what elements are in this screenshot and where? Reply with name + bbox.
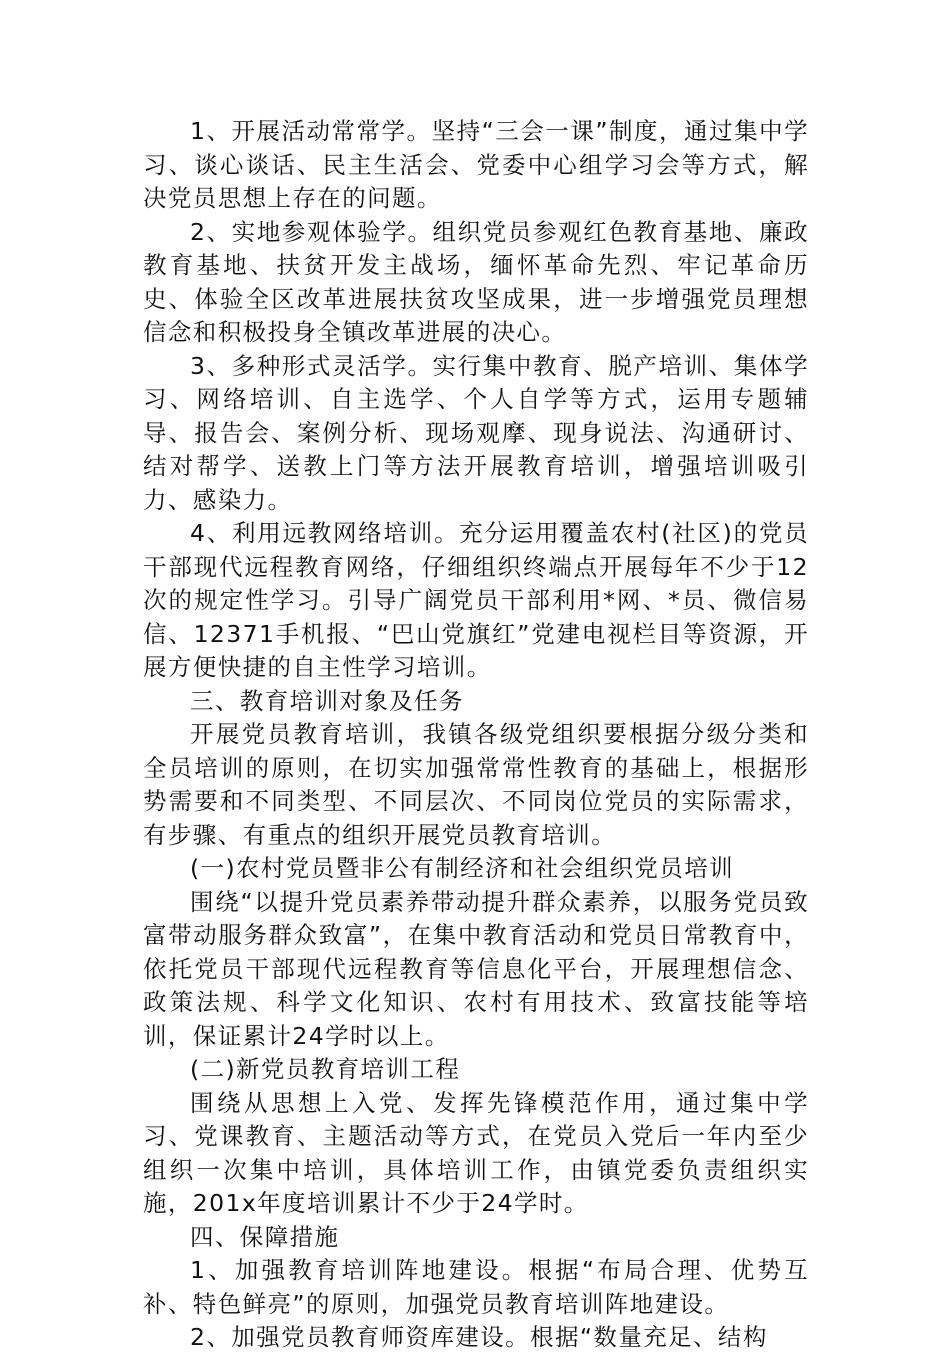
paragraph-1: 1、开展活动常常学。坚持“三会一课”制度，通过集中学习、谈心谈话、民主生活会、党委中心组学习会等方式，解决党员思想上存在的问题。 [143,117,809,212]
paragraph-5: 开展党员教育培训，我镇各级党组织要根据分级分类和全员培训的原则，在切实加强常常性教育的基础上，根据形势需要和不同类型、不同层次、不同岗位党员的实际需求，有步骤、有重点的组织开展党员教育培训。 [143,720,809,849]
section-heading-3: 三、教育培训对象及任务 [190,686,464,715]
document-body [143,115,809,1355]
paragraph-7: 围绕从思想上入党、发挥先锋模范作用，通过集中学习、党课教育、主题活动等方式，在党员入党后一年内至少组织一次集中培训，具体培训工作，由镇党委负责组织实施，201x年度培训累计不少于24学时。 [143,1088,809,1217]
paragraph-9: 2、加强党员教育师资库建设。根据“数量充足、结构 [190,1323,768,1351]
subsection-heading-2: (二)新党员教育培训工程 [190,1055,461,1083]
paragraph-6: 围绕“以提升党员素养带动提升群众素养，以服务党员致富带动服务群众致富”，在集中教育活动和党员日常教育中，依托党员干部现代远程教育等信息化平台，开展理想信念、政策法规、科学文化知识、农村有用技术、致富技能等培训，保证累计24学时以上。 [143,887,809,1050]
paragraph-3: 3、多种形式灵活学。实行集中教育、脱产培训、集体学习、网络培训、自主选学、个人自学等方式，运用专题辅导、报告会、案例分析、现场观摩、现身说法、沟通研讨、结对帮学、送教上门等方法开展教育培训，增强培训吸引力、感染力。 [143,351,809,514]
paragraph-4: 4、利用远教网络培训。充分运用覆盖农村(社区)的党员干部现代远程教育网络，仔细组织终端点开展每年不少于12次的规定性学习。引导广阔党员干部利用*网、*员、微信易信、12371手机报、“巴山党旗红”党建电视栏目等资源，开展方便快捷的自主性学习培训。 [143,519,809,681]
paragraph-2: 2、实地参观体验学。组织党员参观红色教育基地、廉政教育基地、扶贫开发主战场，缅怀革命先烈、牢记革命历史、体验全区改革进展扶贫攻坚成果，进一步增强党员理想信念和积极投身全镇改革进展的决心。 [143,217,809,346]
paragraph-8: 1、加强教育培训阵地建设。根据“布局合理、优势互补、特色鲜亮”的原则，加强党员教育培训阵地建设。 [143,1256,809,1318]
section-heading-4: 四、保障措施 [190,1222,340,1251]
subsection-heading-1: (一)农村党员暨非公有制经济和社会组织党员培训 [190,854,735,882]
